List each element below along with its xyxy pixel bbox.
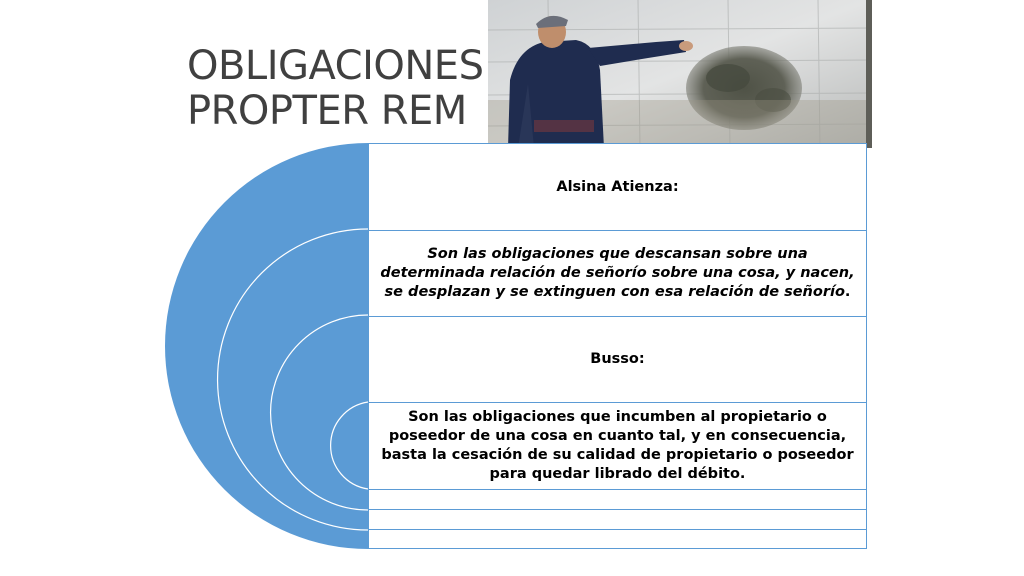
list-item-empty-2	[369, 510, 866, 530]
list-item-busso-heading	[369, 317, 866, 403]
title-line-2: PROPTER REM	[187, 88, 467, 134]
definitions-list	[368, 143, 867, 549]
alsina-definition-end: .	[844, 284, 851, 300]
alsina-definition-text	[375, 245, 860, 302]
list-item-alsina-heading	[369, 144, 866, 231]
alsina-heading-text: Alsina Atienza:	[556, 178, 679, 195]
busso-heading-text: Busso:	[590, 351, 645, 367]
list-item-empty-3	[369, 530, 866, 548]
list-item-alsina-definition	[369, 231, 866, 317]
alsina-definition-italic: Son las obligaciones que descansan sobre una determinada relación de señorío sobre una cosa, y nacen, se desplazan y se extinguen con esa relación de señorío	[380, 246, 855, 300]
busso-definition-text: Son las obligaciones que incumben al propietario o poseedor de una cosa en cuanto tal, y en consecuencia, basta la cesación de su calidad de propietario o poseedor para quedar librado del débito.	[381, 409, 854, 482]
outer-blue-arc	[165, 143, 368, 549]
list-item-busso-definition	[369, 403, 866, 490]
title-line-1: OBLIGACIONES	[187, 43, 484, 89]
list-item-empty-1	[369, 490, 866, 510]
